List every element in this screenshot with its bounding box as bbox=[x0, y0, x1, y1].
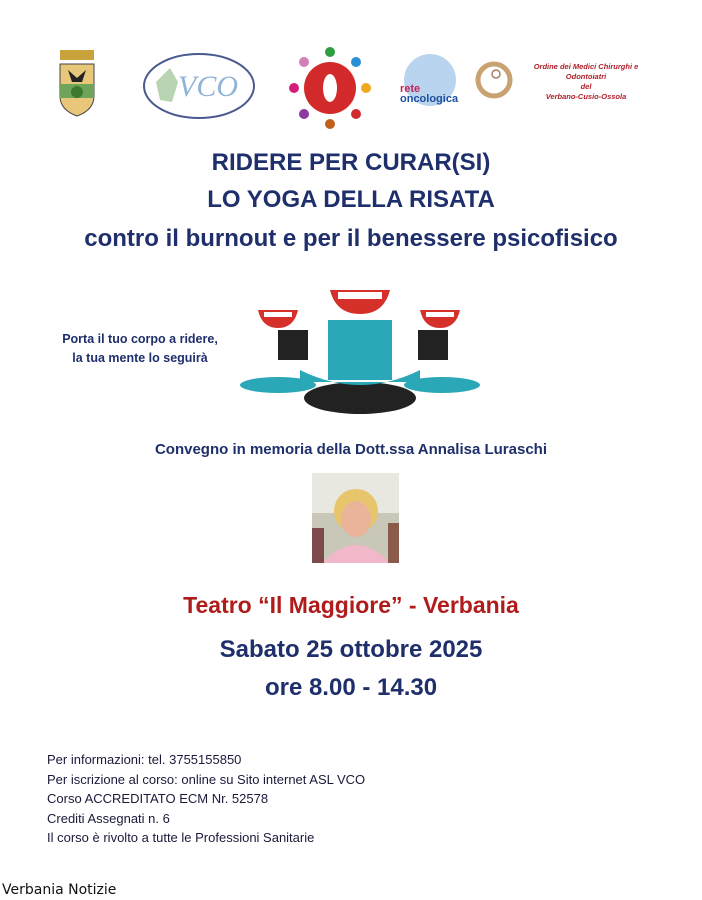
info-block bbox=[47, 750, 365, 848]
event-time: ore 8.00 - 14.30 bbox=[264, 674, 438, 701]
title-line-3: contro il burnout e per il benessere psicofisico bbox=[84, 225, 618, 252]
info-phone: Per informazioni: tel. 3755155850 bbox=[47, 752, 242, 767]
svg-text:VCO: VCO bbox=[178, 70, 238, 103]
title-line-1: RIDERE PER CURAR(SI) bbox=[211, 149, 491, 176]
memorial-text: Convegno in memoria della Dott.ssa Annalisa Luraschi bbox=[154, 441, 548, 458]
tagline-line-1: Porta il tuo corpo a ridere, bbox=[62, 332, 218, 346]
laughter-yoga-illustration bbox=[238, 270, 482, 418]
rete-oncologica-logo bbox=[398, 54, 464, 108]
ordine-line-3: Verbano-Cusio-Ossola bbox=[545, 92, 627, 101]
event-date: Sabato 25 ottobre 2025 bbox=[219, 636, 483, 663]
event-venue: Teatro “Il Maggiore” - Verbania bbox=[183, 592, 519, 618]
smile-logo bbox=[288, 46, 372, 130]
info-credits: Crediti Assegnati n. 6 bbox=[47, 810, 170, 826]
info-ecm: Corso ACCREDITATO ECM Nr. 52578 bbox=[47, 791, 269, 806]
info-registration: Per iscrizione al corso: online su Sito internet ASL VCO bbox=[47, 771, 366, 787]
ordine-medici-text bbox=[516, 62, 656, 102]
ordine-line-2: del bbox=[580, 82, 592, 91]
ordine-medici-logo bbox=[474, 60, 514, 100]
svg-text:oncologica: oncologica bbox=[400, 93, 459, 105]
asl-vco-logo bbox=[142, 52, 256, 120]
tagline bbox=[50, 330, 230, 368]
watermark: Verbania Notizie bbox=[2, 882, 117, 898]
title-line-2: LO YOGA DELLA RISATA bbox=[207, 186, 495, 213]
coat-of-arms-logo bbox=[56, 48, 98, 118]
annalisa-luraschi-photo bbox=[312, 473, 399, 563]
svg-text:rete: rete bbox=[400, 83, 421, 95]
tagline-line-2: la tua mente lo seguirà bbox=[72, 351, 208, 365]
info-audience: Il corso è rivolto a tutte le Professioni Sanitarie bbox=[47, 830, 315, 845]
ordine-line-1: Ordine dei Medici Chirurghi e Odontoiatri bbox=[533, 62, 639, 81]
